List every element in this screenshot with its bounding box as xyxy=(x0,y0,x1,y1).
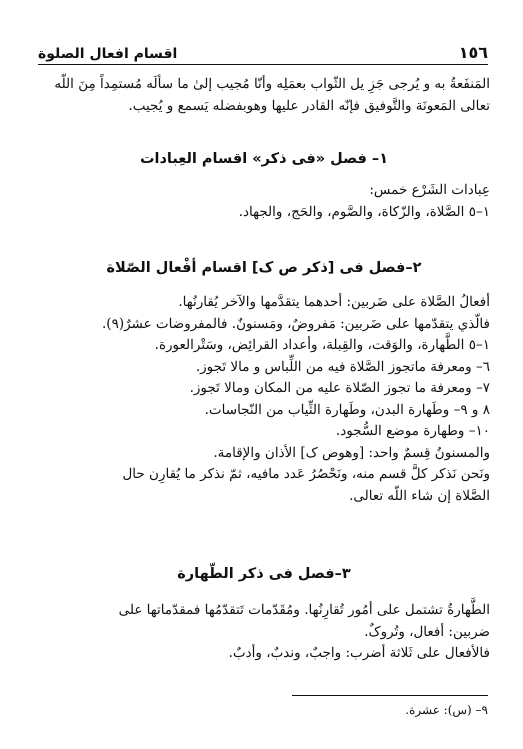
page-number: ١٥٦ xyxy=(458,43,488,62)
text-line: الصَّلاة إن شاء اللّه تعالى. xyxy=(349,487,490,504)
text-line: فالأفعال على ثَلاثة أضرب: واجبٌ، وندبٌ، وأدبٌ. xyxy=(228,645,490,661)
text-line: الطَّهارةُ تشتمل على أمُور تُقارِنُها. ومُقَدّمات تَتقدّمُها فمقدّماتها على xyxy=(118,602,490,618)
text-line: المَنفَعةُ به و يُرجى جَزِ يل الثّواب بعمَلِه وأنّا مُجيب إلىٰ ما سألَه مُستمِداً مِنَ اللّه xyxy=(54,76,490,92)
running-title: اقسام افعال الصلوة xyxy=(38,46,178,62)
section-1-heading: ١– فصل «فى ذكر» اقسام العِبادات xyxy=(139,151,389,167)
text-line: عِبادات الشَرْع خمس: xyxy=(369,182,490,198)
text-line: ٨ و ٩– وطَهارة البدن، وطَهارة الثِّياب من النّجاسات. xyxy=(204,401,490,418)
text-line: ضربين: أفعال، وتُروکٌ. xyxy=(364,623,490,640)
section-3-heading: ٣–فصل فى ذكر الطّهارة xyxy=(177,566,351,582)
text-line: ٧– ومعرفة ما تجوز الصّلاة عليه من المكان ومالا تَجوز. xyxy=(189,380,490,396)
text-line: فالّذي يتقدّمها على ضَربين: مَفروضٌ، ومَسنونٌ. فالمفروضات عشرٌ(٩). xyxy=(102,315,490,332)
intro-paragraph xyxy=(38,74,490,117)
text-line: تعالى المَعونَة والتَّوفيق فإنّه القادر عليها وهوبفضله يَسمع و يُجيب. xyxy=(128,97,490,114)
section-3-body xyxy=(38,600,490,665)
section-2-heading: ٢–فصل فى [ذكر ص ک] اقسام أفْعال الصّلاة xyxy=(106,260,422,276)
text-line: ١٠– وطهارة موضع السُّجود. xyxy=(335,423,490,439)
text-line: ١–٥ الطَّهارة، والوَقت، والقِبلة، وأعداد القرائِض، وسَتْرالعورة. xyxy=(154,337,490,353)
page-header xyxy=(38,36,488,62)
header-rule xyxy=(38,64,488,65)
text-line: ونَحن نَذكر كلَّ قسم منه، ونَحْصُرُ عَدد مافيه، ثمّ نذكر ما يُقارِن حال xyxy=(122,466,490,482)
footnote-rule xyxy=(292,695,488,696)
section-2-body xyxy=(38,292,490,507)
text-line: والمسنونُ قِسمٌ واحد: [وهوص ک] الأذان والإقامة. xyxy=(213,444,490,461)
section-1-body xyxy=(38,180,490,223)
footnote: ٩– (س): عشرة. xyxy=(405,703,488,717)
text-line: ٦– ومعرفة ماتجوز الصَّلاة فيه من اللِّباس و مالا تَجوز. xyxy=(195,358,490,375)
text-line: أفعالُ الصَّلاة على ضَربين: أحدهما يتقدَّمها والآخر يُقارنُها. xyxy=(178,294,490,310)
text-line: ١–٥ الصَّلاة، والزّكاة، والصَّوم، والحَج، والجهاد. xyxy=(238,203,490,220)
